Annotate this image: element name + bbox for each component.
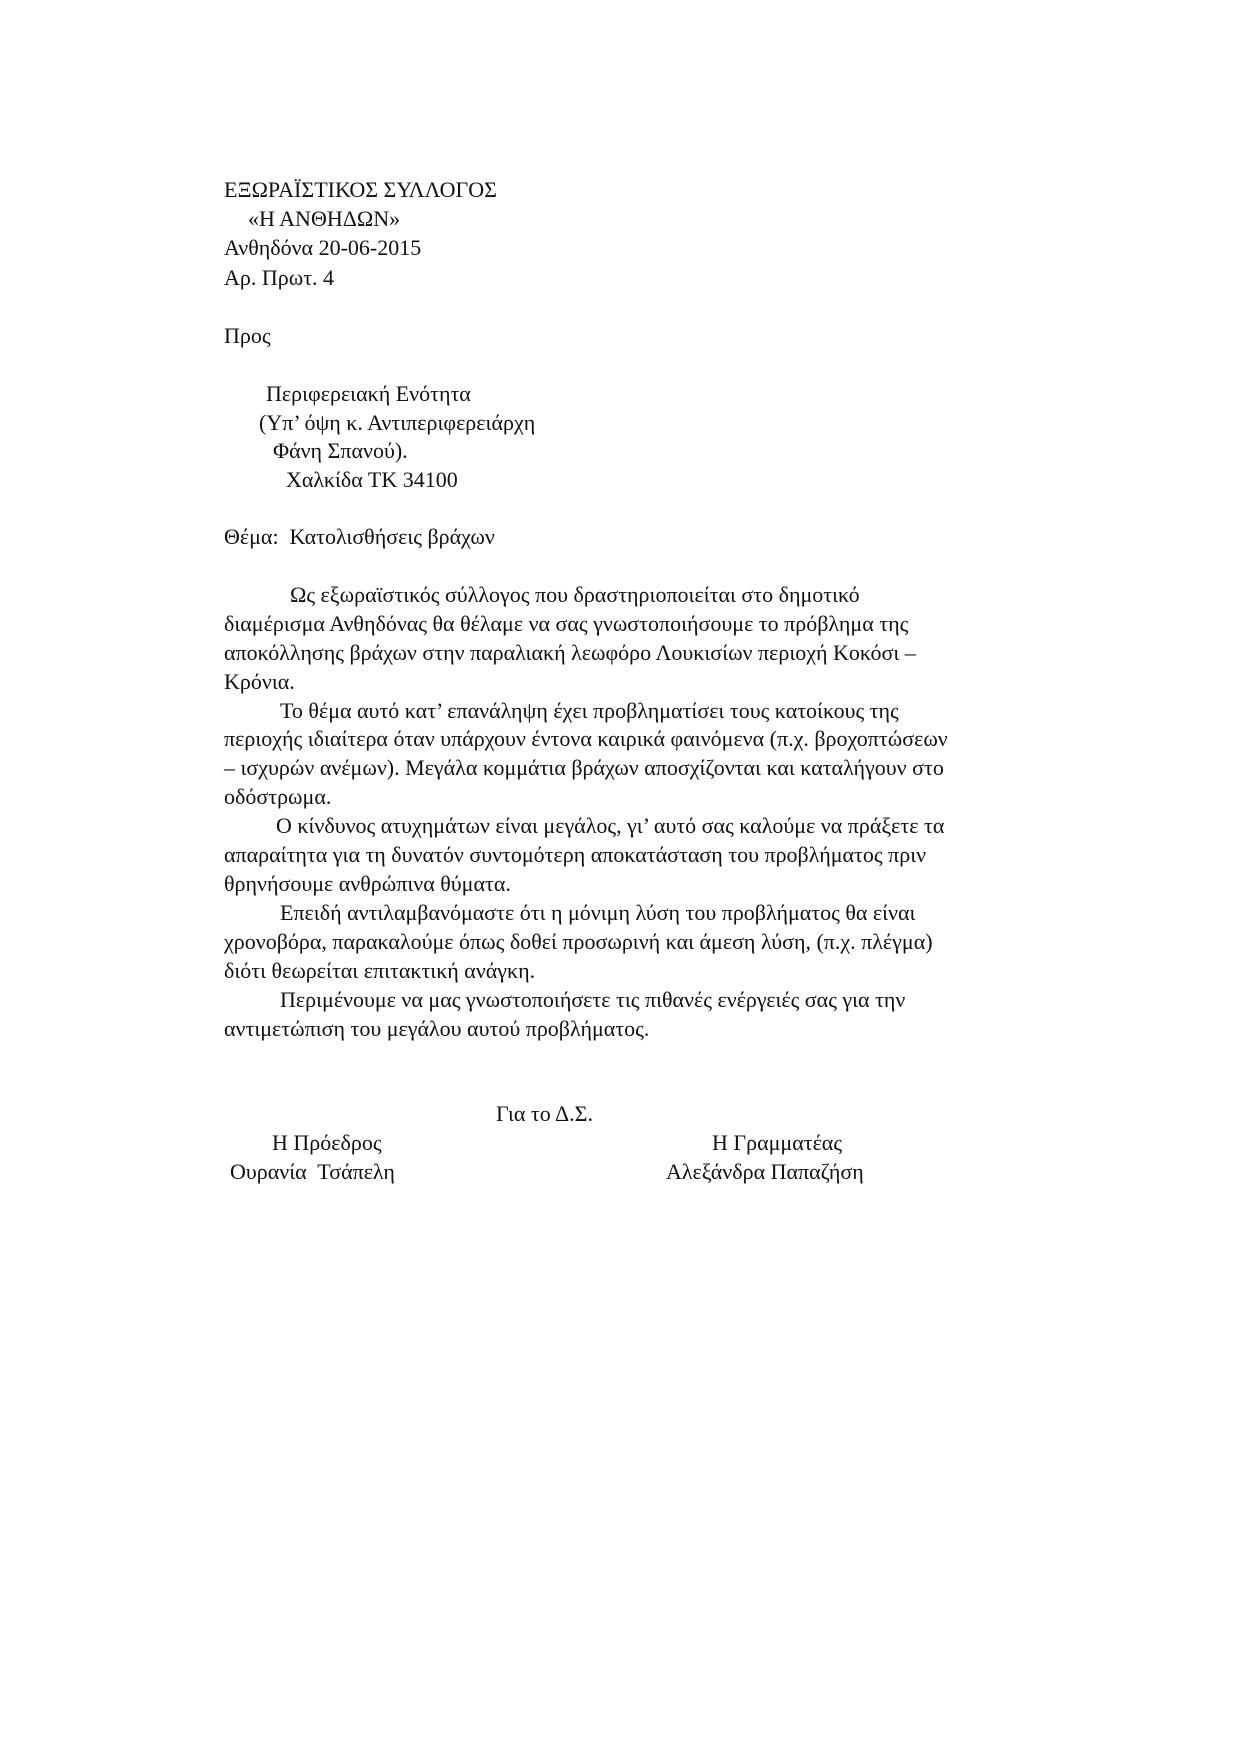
body-line: Επειδή αντιλαμβανόμαστε ότι η μόνιμη λύση του προβλήματος θα είναι bbox=[280, 900, 916, 925]
body-line: απαραίτητα για τη δυνατόν συντομότερη αποκατάσταση του προβλήματος πριν bbox=[224, 842, 927, 867]
for-board-label: Για το Δ.Σ. bbox=[496, 1101, 593, 1126]
secretary-name: Αλεξάνδρα Παπαζήση bbox=[666, 1159, 864, 1184]
body-line: – ισχυρών ανέμων). Μεγάλα κομμάτια βράχων αποσχίζονται και καταλήγουν στο bbox=[224, 755, 944, 780]
secretary-title: Η Γραμματέας bbox=[712, 1130, 843, 1155]
recipient-line: Περιφερειακή Ενότητα bbox=[266, 381, 471, 406]
body-line: Ο κίνδυνος ατυχημάτων είναι μεγάλος, γι’ αυτό σας καλούμε να πράξετε τα bbox=[276, 813, 945, 838]
body-line: διότι θεωρείται επιτακτική ανάγκη. bbox=[224, 958, 536, 983]
letter-subject: Θέμα: Κατολισθήσεις βράχων bbox=[224, 524, 495, 549]
body-line: διαμέρισμα Ανθηδόνας θα θέλαμε να σας γνωστοποιήσουμε το πρόβλημα της bbox=[224, 611, 909, 636]
body-line: οδόστρωμα. bbox=[224, 784, 332, 809]
recipient-line: Φάνη Σπανού). bbox=[273, 438, 408, 463]
recipient-line: (Υπ’ όψη κ. Αντιπεριφερειάρχη bbox=[259, 410, 536, 435]
body-line: θρηνήσουμε ανθρώπινα θύματα. bbox=[224, 871, 511, 896]
body-line: Το θέμα αυτό κατ’ επανάληψη έχει προβληματίσει τους κατοίκους της bbox=[280, 698, 899, 723]
protocol-number: Αρ. Πρωτ. 4 bbox=[224, 265, 335, 290]
body-line: περιοχής ιδιαίτερα όταν υπάρχουν έντονα καιρικά φαινόμενα (π.χ. βροχοπτώσεων bbox=[224, 726, 948, 751]
recipient-line: Χαλκίδα ΤΚ 34100 bbox=[286, 467, 458, 492]
letter-date: Ανθηδόνα 20-06-2015 bbox=[224, 235, 422, 260]
president-title: Η Πρόεδρος bbox=[272, 1130, 382, 1155]
body-line: Περιμένουμε να μας γνωστοποιήσετε τις πιθανές ενέργειές σας για την bbox=[280, 987, 906, 1012]
body-line: χρονοβόρα, παρακαλούμε όπως δοθεί προσωρινή και άμεση λύση, (π.χ. πλέγμα) bbox=[224, 929, 933, 954]
recipient-label: Προς bbox=[224, 323, 271, 348]
body-line: Κρόνια. bbox=[224, 669, 295, 694]
organization-subtitle: «Η ΑΝΘΗΔΩΝ» bbox=[248, 206, 401, 231]
organization-name: ΕΞΩΡΑΪΣΤΙΚΟΣ ΣΥΛΛΟΓΟΣ bbox=[224, 177, 497, 202]
body-line: αποκόλλησης βράχων στην παραλιακή λεωφόρο Λουκισίων περιοχή Κοκόσι – bbox=[224, 640, 916, 665]
president-name: Ουρανία Τσάπελη bbox=[230, 1159, 395, 1184]
body-line: Ως εξωραϊστικός σύλλογος που δραστηριοποιείται στο δημοτικό bbox=[290, 582, 860, 607]
body-line: αντιμετώπιση του μεγάλου αυτού προβλήματος. bbox=[224, 1016, 650, 1041]
